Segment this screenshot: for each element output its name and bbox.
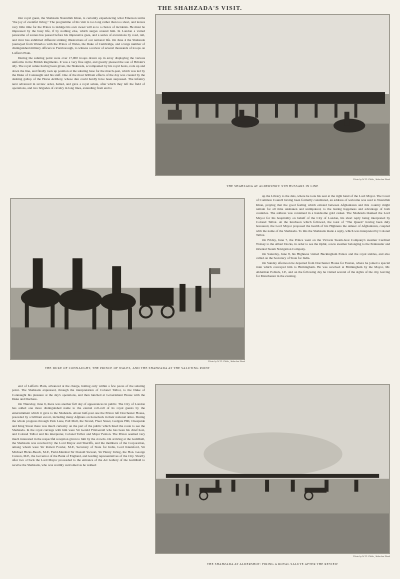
photo-credit: Photo by W. H. Gibbs, Aldershot Road (208, 360, 245, 363)
hussars-illustration (156, 15, 389, 175)
article-paragraph: On Thursday, June 6, there was another full day of appearances in public. The City of London has added one more distinguished name to the eternal roll-call of its royal guests by the entertainment which it gave to the Shahzada. About half-past one the Prince left Dorchester House, preceded by a brilliant escort, including many Afghans on horseback in their national attire. During the whole progress through Park Lane, Pall Mall, the Strand, Fleet Street, Ludgate Hill, Cheapside and King Street there was much curiosity on the part of the public which lined the route to see the Shahzada. In the royal carriage with him were Sir Gerald FitzGerald who has been his chief host, and Colonel Talbot and his interpreter, Colonel Talbot and Major Fenton. The Prince seemed very much interested in the respectful reception given to him by the crowds. On arriving at the Guildhall, the Shahzada was received by the Lord Mayor and Sheriffs, and the members of the Corporation, among whom were Sir Robert Fowler, M.P., Secretary of State for India, Lord Knutsford, Sir Michael Hicks-Beach, M.P., Field-Marshal Sir Donald Stewart, Sir Henry Irving, the Hon. George Curzon, M.P., the Governor of the Bank of England, and leading representatives of the City. Shortly after two o'clock the Lord Mayor proceeded to the entrance of the Art Gallery of the Guildhall to receive the Shahzada, who was warmly welcomed as he walked (12, 401, 145, 467)
page-title: THE SHAHZADA'S VISIT. (157, 6, 243, 12)
photo-caption: THE SHAHZADA AT ALDERSHOT: FIRING A ROYAL SALUTE AFTER THE REVIEW (207, 562, 338, 566)
photo-saluting-point (10, 198, 245, 360)
saluting-point-illustration (11, 199, 244, 359)
article-paragraph: On Sunday afternoon he departed from Dorchester House for Euston, where he joined a special train which conveyed him to Birmingham. He was received at Birmingham by the Mayor, Mr. Alderman Pollack, J.P., and on the following day he visited several of the sights of the city, leaving for Manchester in the evening. (256, 260, 390, 278)
photo-caption: THE DUKE OF CONNAUGHT, THE PRINCE OF WALES, AND THE SHAHZADA AT THE SALUTING POINT (44, 366, 211, 370)
article-column-2 (256, 194, 390, 372)
article-paragraph: On Friday, June 7, the Prince went on the Victoria Steam-boat Company's steamer Cardinal Wolsey to the Albert Docks, in order to see the Ophir, a new steamer belonging to the Peninsular and Oriental Steam Navigation Company. (256, 238, 390, 251)
article-paragraph: up the Library to the dais, where he took his seat at the right hand of the Lord Mayor. The Court of Common Council having been formally constituted, an address of welcome was read to Nasrullah Khan, praying that the good feeling which existed between Afghanistan and this country might remain for all time unshaken and unimpaired, to the lasting happiness and advantage of both countries. The address was contained in a handsome gold casket. The Shahzada thanked the Lord Mayor for his hospitality on behalf of the City of London, his short reply being interpreted by Colonel Talbot. At the luncheon which followed, the toast of "The Queen" having been duly honoured, the Lord Mayor proposed the health of his Highness the Ameer of Afghanistan, coupled with the name of the Shahzada. To this the Shahzada made a reply, which was interpreted by Colonel Talbot. (256, 194, 390, 238)
article-paragraph: On Saturday, June 8, his Highness visited Buckingham Palace and the royal stables, and also called on the Secretary of State for India. (256, 251, 390, 260)
article-paragraph: Our royal guest, the Shahzada Nasrullah Khan, is certainly experiencing what Emerson terms "the joy of eventful living." The programme of his visit is too long rather than too short, and leaves very little time for the Prince to indulge his own sweet will as to a choice of incidents. He must be impressed by the busy life, if by nothing else, which surges around him. In London a varied panorama of scenes has passed before his impressive gaze, and a series of excursions by road, rail, and river has exhibited different striking illustrations of our national life. On June 4 the Shahzada journeyed from Waterloo with the Prince of Wales, the Duke of Cambridge, and a large number of distinguished military officers to Farnborough, to witness a review of several thousands of troops on Laffan's Plain. (12, 16, 145, 55)
article-paragraph: During the saluting point were over 17,000 troops drawn up in array displaying the various uniforms in the British Regiments. It was a very fine sight, and greatly pleased the son of Britain's ally. The royal salute having been given, the Shahzada, accompanied by his royal hosts, rode up and down the line, and finally took up position at the saluting base for the march-past, which was led by the Duke of Connaught and his staff. One of the most brilliant effects of the day was created by the dashing gallop of the Horse Artillery, whose dun could hardly have been surpassed. The infantry next advanced in review order, halted, and gave a royal salute, after which they left the field of operations, and two brigades of cavalry in long lines, extending from end to (12, 55, 145, 91)
royal-salute-illustration (156, 385, 389, 553)
article-column-1 (12, 16, 145, 192)
photo-credit: Photo by W. H. Gibbs, Aldershot Road (353, 178, 390, 181)
article-column-3 (12, 384, 145, 570)
photo-royal-salute (155, 384, 390, 554)
article-paragraph: end of Laffan's Plain, advanced at the charge, halting only within a few paces of the saluting point. The Shahzada expressed, through the interpretation of Colonel Talbot, to the Duke of Connaught his pleasure at the day's operations, and then lunched at Government House with the Duke and Duchess. (12, 384, 145, 402)
photo-hussars-in-line (155, 14, 390, 176)
photo-caption: THE SHAHZADA AT ALDERSHOT: 9TH HUSSARS IN LINE (226, 184, 319, 188)
photo-credit: Photo by W. H. Gibbs, Aldershot Road (353, 555, 390, 558)
